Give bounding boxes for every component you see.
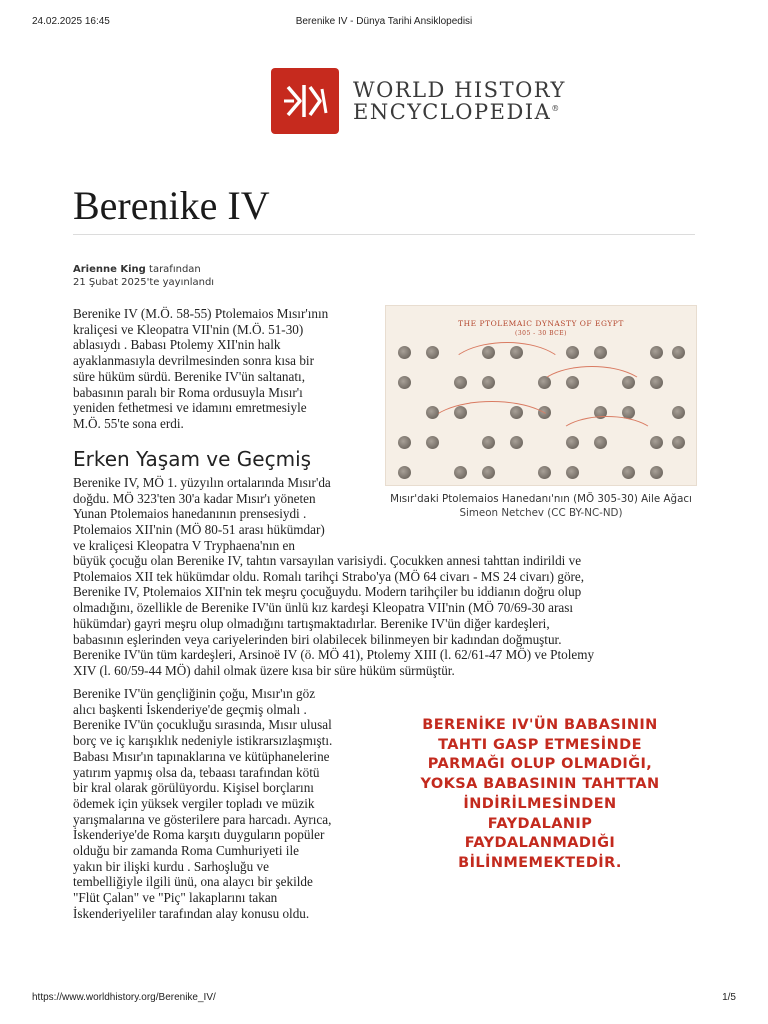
lineage-arc: [556, 416, 658, 463]
para-line: borç ve iç karışıklık nedeniyle istikrarsızlaşmıştı.: [73, 733, 333, 749]
intro-line: babasının paralı bir Roma ordusuyla Mısır'ı: [73, 384, 303, 400]
pull-quote-line: İNDİRİLMESİNDEN: [463, 795, 617, 812]
figure-image-title: [386, 319, 696, 337]
para-line: Berenike IV'ün tüm kardeşleri, Arsinoë IV (ö. MÖ 41), Ptolemy XIII (l. 62/61-47 MÖ) ve Ptolemy: [73, 647, 595, 663]
lineage-arc: [536, 366, 648, 418]
para-line: Babası Mısır'ın tapınaklarına ve kütüphanelerine: [73, 748, 330, 764]
pull-quote-line: PARMAĞI OLUP OLMADIĞI,: [427, 756, 653, 773]
coin-portrait: [650, 376, 663, 389]
section-paragraph-1-wide: [73, 553, 703, 679]
figure-caption: Mısır'daki Ptolemaios Hanedanı'nın (MÖ 305-30) Aile Ağacı: [390, 493, 692, 505]
site-logo[interactable]: [271, 68, 566, 134]
coin-portrait: [566, 466, 579, 479]
coin-portrait: [454, 466, 467, 479]
para-line: bir kral olarak görülüyordu. Kişisel borçlarını: [73, 780, 314, 796]
para-line: Berenike IV, MÖ 1. yüzyılın ortalarında Mısır'da: [73, 475, 331, 490]
coin-portrait: [672, 406, 685, 419]
pull-quote-line: TAHTI GASP ETMESİNDE: [438, 736, 642, 753]
coin-portrait: [650, 346, 663, 359]
registered-mark: ®: [551, 104, 561, 113]
intro-line: kraliçesi ve Kleopatra VII'nin (M.Ö. 51-30): [73, 321, 304, 337]
intro-line: Berenike IV (M.Ö. 58-55) Ptolemaios Mısır'ının: [73, 306, 329, 321]
para-line: ve kraliçesi Kleopatra V Tryphaena'nın en: [73, 537, 295, 553]
intro-paragraph: [73, 306, 373, 432]
para-line: doğdu. MÖ 323'ten 30'a kadar Mısır'ı yöneten: [73, 490, 316, 506]
pull-quote-line: BİLİNMEMEKTEDİR.: [458, 854, 622, 871]
coin-portrait: [672, 436, 685, 449]
logo-mark-icon: [271, 68, 339, 134]
coin-portrait: [398, 436, 411, 449]
print-header: [32, 16, 736, 30]
logo-line-2: [353, 101, 566, 123]
intro-line: yeniden fethetmesi ve idamını emretmesiyle: [73, 400, 307, 416]
para-line: ödemek için yüksek vergiler topladı ve müzik: [73, 795, 315, 811]
pull-quote-line: YOKSA BABASININ TAHTTAN: [420, 776, 660, 793]
para-line: İskenderiye'de Roma karşıtı duyguların popüler: [73, 827, 325, 843]
pull-quote: [395, 716, 685, 874]
pull-quote-line: FAYDALANMADIĞI: [464, 835, 616, 852]
intro-line: ablasıydı . Babası Ptolemy XII'nin halk: [73, 337, 281, 353]
para-line: Berenike IV, Ptolemaios XII'nin tek meşru çocuğuydu. Modern tarihçiler bu iddianın doğru olup: [73, 584, 582, 600]
coin-portrait: [482, 466, 495, 479]
page-count: 1/5: [722, 992, 736, 1003]
intro-line: süre hüküm sürdü. Berenike IV'ün saltanatı,: [73, 368, 306, 384]
author-name[interactable]: Arienne King: [73, 264, 146, 275]
logo-wordmark: [353, 79, 566, 123]
para-line: Berenike IV'ün çocukluğu sırasında, Mısır ulusal: [73, 717, 332, 733]
para-line: alıcı başkenti İskenderiye'de geçmiş olmalı .: [73, 701, 307, 717]
logo-line-2-text: ENCYCLOPEDIA: [353, 100, 552, 124]
print-date: 24.02.2025 16:45: [32, 16, 110, 27]
article-title: Berenike IV: [73, 183, 270, 228]
para-line: olmadığını, özellikle de Berenike IV'ün ünlü kız kardeşi Kleopatra VII'nin (MÖ 70/69-30 arası: [73, 600, 574, 616]
para-line: Ptolemaios XII'nin (MÖ 80-51 arası hükümdar): [73, 522, 325, 538]
coin-portrait: [426, 346, 439, 359]
para-line: yakın bir ilişki kurdu . Sarhoşluğu ve: [73, 858, 269, 874]
publish-date: 21 Şubat 2025'te yayınlandı: [73, 277, 215, 288]
para-line: Yunan Ptolemaios hanedanının prensesiydi .: [73, 506, 307, 522]
coin-portrait: [538, 466, 551, 479]
intro-line: M.Ö. 55'te sona erdi.: [73, 415, 184, 431]
print-footer: [32, 992, 736, 1006]
coin-portrait: [566, 346, 579, 359]
author-line: [73, 263, 214, 276]
section-heading: Erken Yaşam ve Geçmiş: [73, 447, 312, 471]
byline: [73, 263, 214, 289]
para-line: büyük çocuğu olan Berenike IV, tahtın varsayılan varisiydi. Çocukken annesi tahttan indirildi ve: [73, 553, 582, 568]
lineage-arc: [426, 401, 558, 458]
coin-portrait: [650, 466, 663, 479]
logo-line-1: WORLD HISTORY: [353, 77, 566, 102]
para-line: İskenderiyeliler tarafından alay konusu oldu.: [73, 905, 310, 921]
para-line: olduğu bir zamanda Roma Cumhuriyeti ile: [73, 843, 299, 859]
section-paragraph-2: [73, 686, 388, 922]
para-line: tembelliğiyle ilgili ünü, ona alaycı bir şekilde: [73, 874, 313, 890]
figure: [385, 305, 697, 520]
para-line: "Flüt Çalan" ve "Piç" lakaplarını takan: [73, 890, 278, 906]
print-page-title: Berenike IV - Dünya Tarihi Ansiklopedisi: [295, 16, 473, 27]
author-suffix: tarafından: [145, 264, 201, 275]
coin-portrait: [398, 376, 411, 389]
section-paragraph-1-narrow: [73, 475, 378, 554]
para-line: yarışmalarına ve gösterilere para harcadı. Ayrıca,: [73, 811, 332, 827]
coin-portrait: [398, 346, 411, 359]
family-tree-image[interactable]: [385, 305, 697, 486]
figure-image-title-text: THE PTOLEMAIC DYNASTY OF EGYPT: [458, 319, 624, 328]
figure-credit[interactable]: Simeon Netchev (CC BY-NC-ND): [459, 507, 623, 519]
para-line: yatırım yapmış olsa da, tebaası tarafından kötü: [73, 764, 320, 780]
pull-quote-line: BERENİKE IV'ÜN BABASININ: [422, 717, 658, 733]
coin-portrait: [594, 346, 607, 359]
para-line: Ptolemaios XII tek hükümdar oldu. Romalı tarihçi Strabo'ya (MÖ 64 civarı - MS 24 civarı) göre,: [73, 568, 585, 584]
para-line: Berenike IV'ün gençliğinin çoğu, Mısır'ın göz: [73, 686, 316, 701]
title-divider: [73, 234, 695, 235]
intro-line: ayaklanmasıyla devrilmesinden sonra kısa bir: [73, 353, 314, 369]
para-line: hükümdar) gayri meşru olup olmadığını tartışmaktadırlar. Berenike IV'ün diğer kardeşleri,: [73, 615, 550, 631]
para-line: XIV (l. 60/59-44 MÖ) dahil olmak üzere kısa bir süre hüküm sürmüştür.: [73, 662, 455, 678]
page-url[interactable]: https://www.worldhistory.org/Berenike_IV/: [32, 992, 216, 1003]
coin-portrait: [398, 466, 411, 479]
coin-portrait: [622, 466, 635, 479]
coin-portrait: [672, 346, 685, 359]
pull-quote-line: FAYDALANIP: [487, 815, 593, 832]
figure-image-subtitle: (305 - 30 BCE): [514, 330, 567, 337]
para-line: babasının eşlerinden veya cariyelerinden biri olabilecek bilinmeyen bir kadından doğmuştur.: [73, 631, 562, 647]
